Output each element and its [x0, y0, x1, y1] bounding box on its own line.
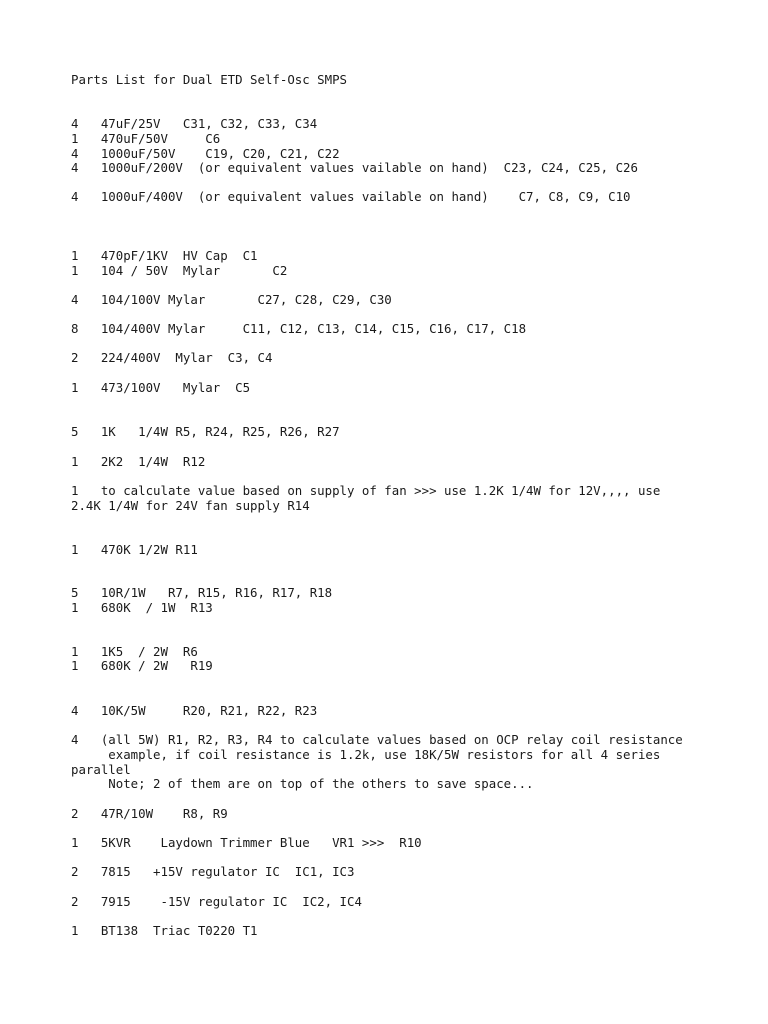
parts-line: 1 470K 1/2W R11: [71, 542, 198, 557]
parts-line: 4 104/100V Mylar C27, C28, C29, C30: [71, 292, 392, 307]
parts-line: 2.4K 1/4W for 24V fan supply R14: [71, 498, 310, 513]
parts-line: 4 47uF/25V C31, C32, C33, C34: [71, 116, 318, 131]
parts-line: Note; 2 of them are on top of the others to save space...: [71, 776, 534, 791]
parts-line: 4 1000uF/50V C19, C20, C21, C22: [71, 146, 340, 161]
parts-line: 8 104/400V Mylar C11, C12, C13, C14, C15, C16, C17, C18: [71, 321, 527, 336]
parts-line: 2 7915 -15V regulator IC IC2, IC4: [71, 894, 362, 909]
parts-line: 1 470pF/1KV HV Cap C1: [71, 248, 258, 263]
parts-line: 1 BT138 Triac T0220 T1: [71, 923, 258, 938]
parts-line: 4 10K/5W R20, R21, R22, R23: [71, 703, 318, 718]
parts-line: 1 2K2 1/4W R12: [71, 454, 206, 469]
parts-line: 2 47R/10W R8, R9: [71, 806, 228, 821]
parts-line: 1 5KVR Laydown Trimmer Blue VR1 >>> R10: [71, 835, 422, 850]
parts-line: example, if coil resistance is 1.2k, use 18K/5W resistors for all 4 series: [71, 747, 661, 762]
parts-line: 1 680K / 2W R19: [71, 658, 213, 673]
parts-line: 1 1K5 / 2W R6: [71, 644, 198, 659]
parts-line: 2 7815 +15V regulator IC IC1, IC3: [71, 864, 355, 879]
parts-line: 1 to calculate value based on supply of fan >>> use 1.2K 1/4W for 12V,,,, use: [71, 483, 661, 498]
parts-line: 1 473/100V Mylar C5: [71, 380, 251, 395]
parts-line: 5 1K 1/4W R5, R24, R25, R26, R27: [71, 424, 340, 439]
parts-line: 4 1000uF/400V (or equivalent values vailable on hand) C7, C8, C9, C10: [71, 189, 631, 204]
parts-line: 4 (all 5W) R1, R2, R3, R4 to calculate values based on OCP relay coil resistance: [71, 732, 683, 747]
parts-line: 2 224/400V Mylar C3, C4: [71, 350, 273, 365]
parts-line: 1 470uF/50V C6: [71, 131, 221, 146]
parts-line: 5 10R/1W R7, R15, R16, R17, R18: [71, 585, 333, 600]
parts-line: parallel: [71, 762, 131, 777]
document-title: Parts List for Dual ETD Self-Osc SMPS: [71, 72, 348, 87]
parts-line: 4 1000uF/200V (or equivalent values vailable on hand) C23, C24, C25, C26: [71, 160, 638, 175]
parts-line: 1 680K / 1W R13: [71, 600, 213, 615]
parts-line: 1 104 / 50V Mylar C2: [71, 263, 288, 278]
